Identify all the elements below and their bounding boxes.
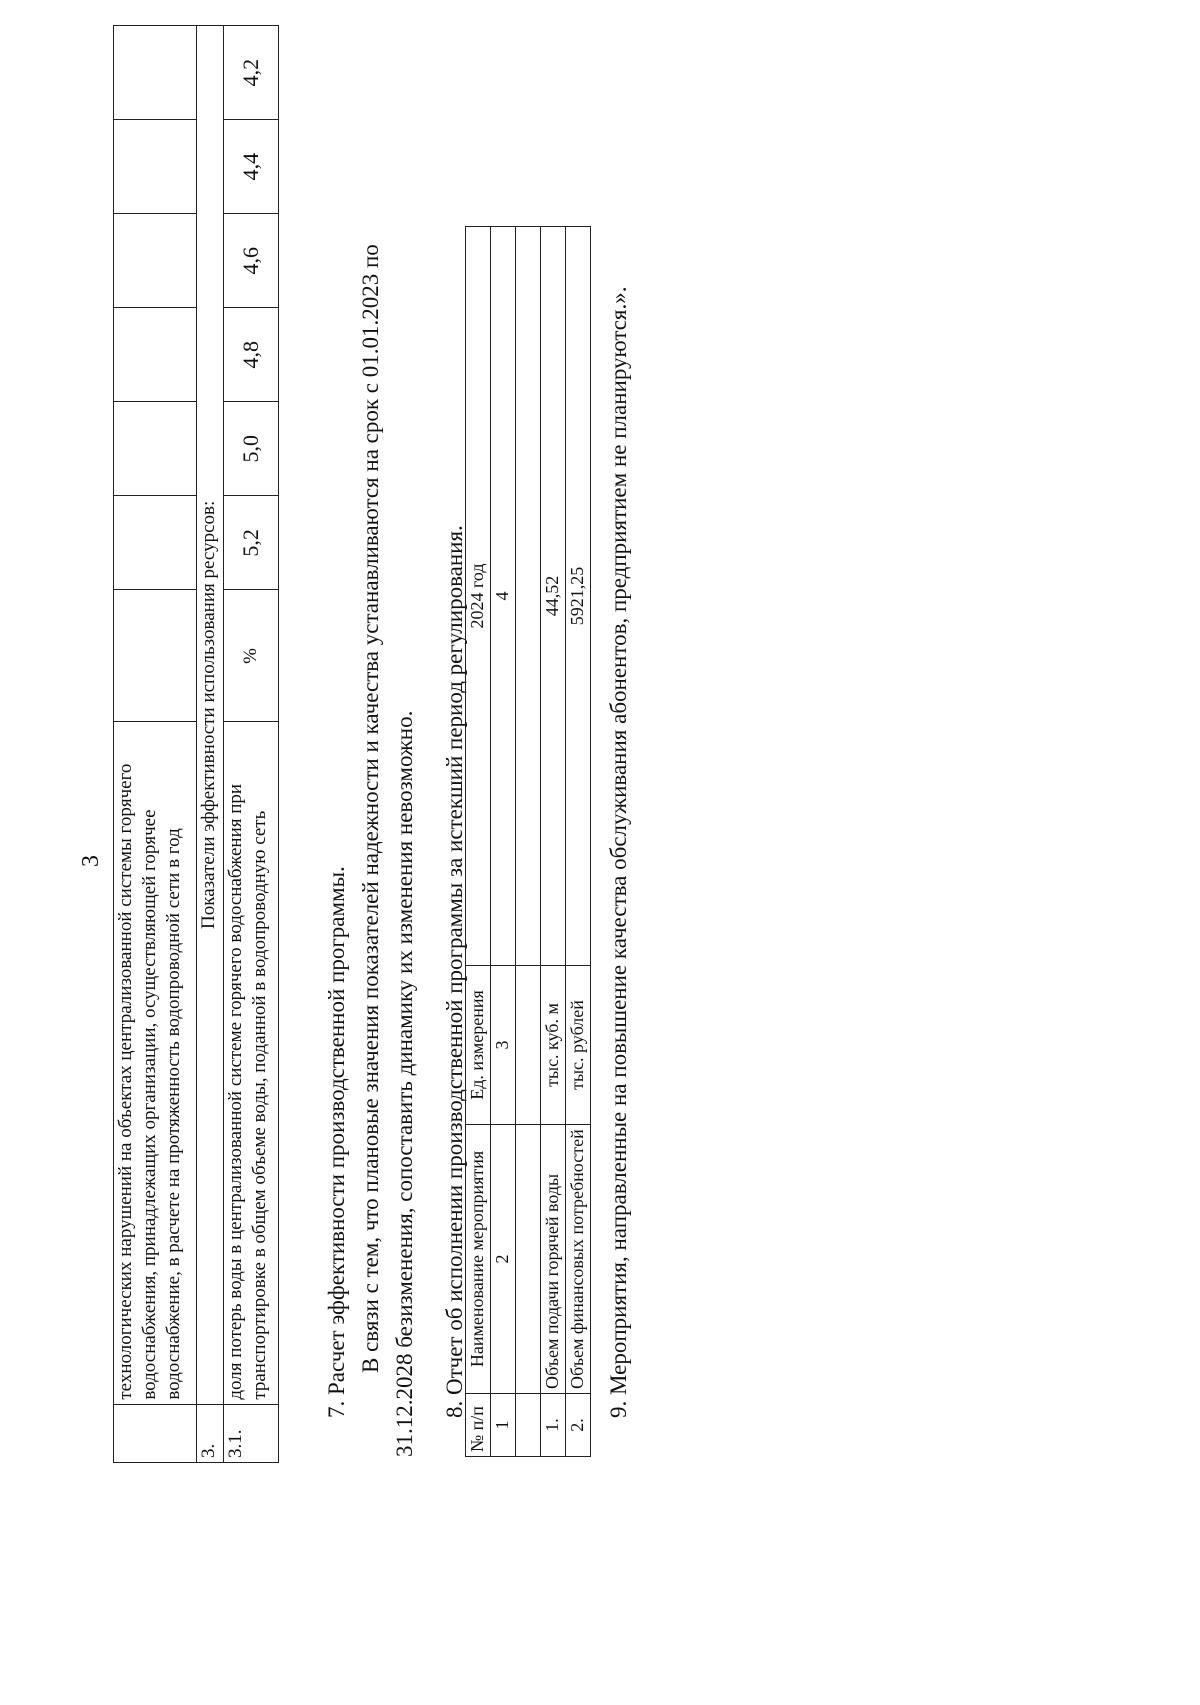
- value-cell: 5,2: [224, 496, 279, 590]
- report-table: [465, 226, 591, 1457]
- section-row: [197, 26, 224, 1463]
- row-number: 3.1.: [224, 1404, 279, 1462]
- indicator-unit: %: [224, 590, 279, 722]
- section8-heading: 8. Отчет об исполнении производственной программы за истекший период регулирования.: [442, 525, 467, 1418]
- section9-text: 9. Мероприятия, направленные на повышение качества обслуживания абонентов, предприятием не планируются.».: [606, 286, 631, 1418]
- value-cell: 5,0: [224, 402, 279, 496]
- header-cell: 2024 год: [466, 227, 491, 966]
- value-cell: 4,2: [224, 26, 279, 120]
- header-cell: Ед. измерения: [466, 966, 491, 1125]
- table-row: [224, 26, 279, 1463]
- indicator-name: доля потерь воды в централизованной системе горячего водоснабжения при транспортировке в общем объеме воды, поданной в водопроводную сеть: [224, 722, 279, 1404]
- table-row: [516, 227, 541, 1457]
- table-row: 2. Объем финансовых потребностей тыс. рублей 5921,25: [566, 227, 591, 1457]
- header-cell: Наименование мероприятия: [466, 1125, 491, 1394]
- section7-text-line1: В связи с тем, что плановые значения показателей надежности и качества устанавливаются на срок с 01.01.2023 по: [358, 244, 383, 1373]
- column-number-row: 1 2 3 4: [491, 227, 516, 1457]
- table-row: [114, 26, 197, 1463]
- section7-text-line2: 31.12.2028 безизменения, сопоставить динамику их изменения невозможно.: [392, 710, 417, 1457]
- section7-heading: 7. Расчет эффективности производственной программы.: [324, 866, 349, 1418]
- header-cell: № п/п: [466, 1394, 491, 1457]
- header-row: [466, 227, 491, 1457]
- section-title: Показатели эффективности использования ресурсов:: [197, 26, 224, 1405]
- table-row: 1. Объем подачи горячей воды тыс. куб. м 44,52: [541, 227, 566, 1457]
- indicators-table: [113, 25, 279, 1463]
- continuation-cell: технологических нарушений на объектах централизованной системы горячего водоснабжения, принадлежащих организации, осуществляющей горячее водоснабжение, в расчете на протяженность водопроводной сети в год: [114, 722, 197, 1404]
- value-cell: 4,6: [224, 214, 279, 308]
- page-number: 3: [78, 855, 104, 867]
- value-cell: 4,8: [224, 308, 279, 402]
- value-cell: 4,4: [224, 120, 279, 214]
- section-number: 3.: [197, 1404, 224, 1462]
